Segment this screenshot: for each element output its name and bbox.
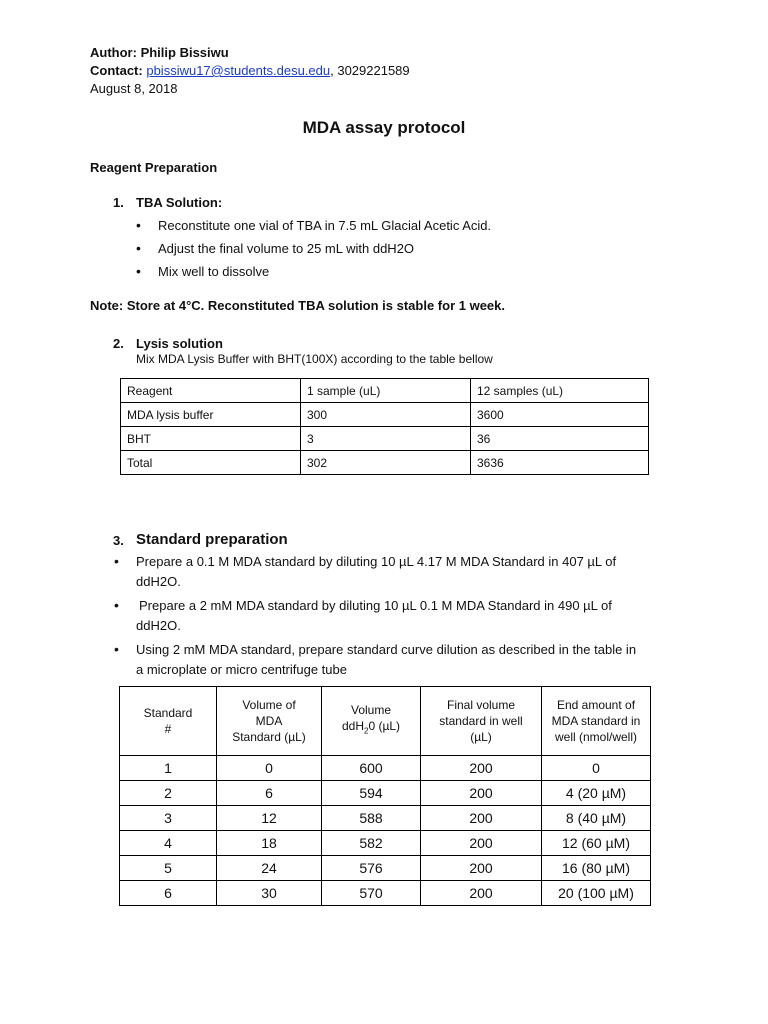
email-link[interactable]: pbissiwu17@students.desu.edu [146,63,331,78]
table-cell: 36 [471,427,649,451]
contact-label: Contact: [90,63,143,78]
table-cell: 2 [120,781,217,806]
table-row [120,856,651,881]
date: August 8, 2018 [90,81,178,96]
table-cell: 3600 [471,403,649,427]
table-cell: 18 [217,831,322,856]
table-cell: Reagent [121,379,301,403]
table-cell: 1 [120,756,217,781]
table-cell: 570 [322,881,421,906]
standard-bullet: • Prepare a 0.1 M MDA standard by diluting 10 µL 4.17 M MDA Standard in 407 µL of [114,553,617,569]
table-cell: 0 [217,756,322,781]
standard-bullet-cont: ddH2O. [136,574,181,589]
standard-bullet-cont: a microplate or micro centrifuge tube [136,662,347,677]
table-row [120,781,651,806]
lysis-subtext: Mix MDA Lysis Buffer with BHT(100X) according to the table bellow [136,352,493,366]
table-cell: 16 (80 µM) [542,856,651,881]
header-cell: Final volume standard in well (µL) [421,687,542,756]
table-cell: 30 [217,881,322,906]
table-cell: 3636 [471,451,649,475]
table-cell: 576 [322,856,421,881]
standard-bullet: • Prepare a 2 mM MDA standard by diluting 10 µL 0.1 M MDA Standard in 490 µL of [114,597,612,613]
table-cell: 4 [120,831,217,856]
table-header-row [120,687,651,756]
standard-bullet-cont: ddH2O. [136,618,181,633]
standard-number: 3. [113,533,124,548]
table-row [120,756,651,781]
reagent-prep-heading: Reagent Preparation [90,160,218,175]
author-name: Philip Bissiwu [140,45,229,60]
table-cell: 4 (20 µM) [542,781,651,806]
standard-curve-table [119,686,651,906]
table-cell: 200 [421,831,542,856]
table-cell: 588 [322,806,421,831]
table-cell: 200 [421,756,542,781]
table-cell: 600 [322,756,421,781]
header-cell: End amount of MDA standard in well (nmol/well) [542,687,651,756]
table-cell: 1 sample (uL) [301,379,471,403]
tba-bullet: • Adjust the final volume to 25 mL with ddH2O [136,240,415,256]
table-cell: 12 samples (uL) [471,379,649,403]
table-cell: 12 (60 µM) [542,831,651,856]
table-row [121,451,649,475]
table-cell: 300 [301,403,471,427]
tba-bullet: • Reconstitute one vial of TBA in 7.5 mL Glacial Acetic Acid. [136,217,492,233]
author-label: Author: [90,45,137,60]
table-cell: 200 [421,781,542,806]
table-cell: 20 (100 µM) [542,881,651,906]
table-cell: Total [121,451,301,475]
table-cell: 8 (40 µM) [542,806,651,831]
table-cell: 3 [301,427,471,451]
header-cell: Volume of MDA Standard (µL) [217,687,322,756]
contact-line [90,62,410,80]
phone-number: , 3029221589 [330,63,410,78]
table-cell: 5 [120,856,217,881]
standard-heading: Standard preparation [136,531,288,548]
header-cell: Volume ddH$_2$0 (µL) [322,687,421,756]
table-row [121,379,649,403]
standard-bullet: • Using 2 mM MDA standard, prepare standard curve dilution as described in the table in [114,641,637,657]
table-cell: 3 [120,806,217,831]
tba-number: 1. [113,195,124,210]
tba-heading: TBA Solution: [136,195,223,210]
table-cell: 24 [217,856,322,881]
table-row [120,806,651,831]
lysis-number: 2. [113,336,124,351]
table-row [121,403,649,427]
table-cell: 12 [217,806,322,831]
header-cell: Standard # [120,687,217,756]
page-title: MDA assay protocol [302,118,466,137]
storage-note: Note: Store at 4°C. Reconstituted TBA solution is stable for 1 week. [90,298,506,313]
table-cell: 594 [322,781,421,806]
table-cell: 0 [542,756,651,781]
table-cell: BHT [121,427,301,451]
table-row [121,427,649,451]
table-cell: 582 [322,831,421,856]
lysis-heading: Lysis solution [136,336,223,351]
table-cell: 6 [217,781,322,806]
table-cell: 200 [421,856,542,881]
table-row [120,831,651,856]
table-row [120,881,651,906]
author-line [90,44,229,62]
lysis-table [120,378,649,475]
table-cell: 302 [301,451,471,475]
table-cell: 200 [421,806,542,831]
table-cell: 200 [421,881,542,906]
tba-bullet: • Mix well to dissolve [136,263,270,279]
table-cell: 6 [120,881,217,906]
table-cell: MDA lysis buffer [121,403,301,427]
